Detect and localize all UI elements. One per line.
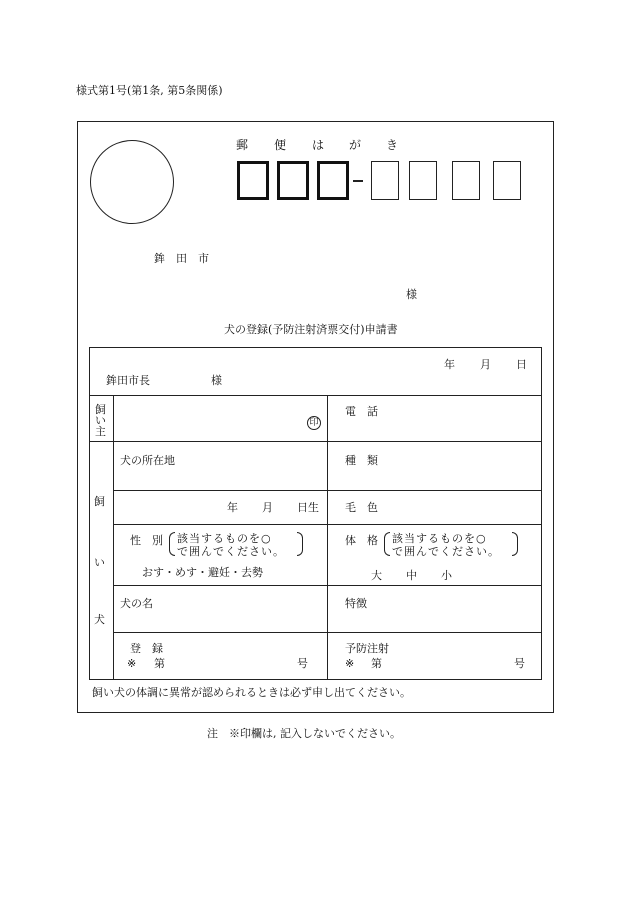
owner-label-char: 飼 bbox=[95, 403, 106, 416]
addressee-honorific: 様 bbox=[406, 288, 417, 301]
recipient-honorific: 様 bbox=[211, 374, 222, 387]
owner-label-char: い bbox=[95, 414, 106, 427]
stamp-area-circle bbox=[90, 140, 174, 224]
postal-code-box-4[interactable] bbox=[371, 161, 399, 200]
size-label: 体 格 bbox=[345, 534, 378, 547]
form-title: 犬の登録(予防注射済票交付)申請書 bbox=[224, 323, 398, 336]
dog-label-char: 犬 bbox=[94, 613, 105, 626]
registration-number-prefix: 第 bbox=[154, 657, 165, 670]
table-divider bbox=[327, 395, 328, 680]
postal-code-box-7[interactable] bbox=[493, 161, 521, 200]
dog-label-char: い bbox=[94, 556, 105, 569]
sex-options: おす・めす・避妊・去勢 bbox=[142, 566, 263, 579]
sex-label: 性 別 bbox=[130, 534, 163, 547]
postal-code-dash bbox=[353, 180, 363, 182]
registration-office-mark: ※ bbox=[127, 657, 137, 670]
postal-code-box-6[interactable] bbox=[452, 161, 480, 200]
breed-label: 種 類 bbox=[345, 454, 378, 467]
registration-number-suffix: 号 bbox=[297, 657, 308, 670]
addressee-city: 鉾 田 市 bbox=[154, 252, 209, 265]
vaccination-number-prefix: 第 bbox=[371, 657, 382, 670]
date-month-label: 月 bbox=[480, 358, 491, 371]
vaccination-office-mark: ※ bbox=[345, 657, 355, 670]
postcard-title-char: 便 bbox=[274, 138, 287, 152]
sex-bracket-line1: 該当するものを○ bbox=[177, 532, 272, 545]
postal-code-box-3[interactable] bbox=[317, 161, 349, 200]
seal-mark: 印 bbox=[307, 416, 321, 430]
dog-name-label: 犬の名 bbox=[120, 597, 153, 610]
date-year-label: 年 bbox=[444, 358, 455, 371]
sex-bracket-right bbox=[297, 532, 303, 556]
features-label: 特徴 bbox=[345, 597, 367, 610]
postcard-title-char: は bbox=[312, 138, 325, 152]
size-option-large: 大 bbox=[371, 569, 382, 582]
table-divider bbox=[113, 395, 114, 680]
dog-location-label: 犬の所在地 bbox=[120, 454, 175, 467]
size-bracket-line1: 該当するものを○ bbox=[392, 532, 487, 545]
size-option-small: 小 bbox=[441, 569, 452, 582]
size-option-medium: 中 bbox=[406, 569, 417, 582]
phone-label: 電 話 bbox=[345, 405, 378, 418]
postal-code-box-5[interactable] bbox=[409, 161, 437, 200]
table-divider bbox=[89, 441, 542, 442]
dog-label-char: 飼 bbox=[94, 495, 105, 508]
sex-bracket-left bbox=[169, 532, 175, 556]
postal-code-box-1[interactable] bbox=[237, 161, 269, 200]
size-bracket-line2: で囲んでください。 bbox=[392, 545, 500, 558]
table-divider bbox=[89, 395, 542, 396]
postcard-title-char: 郵 bbox=[236, 138, 249, 152]
owner-label-char: 主 bbox=[95, 425, 106, 438]
registration-label: 登 録 bbox=[130, 642, 163, 655]
form-number-label: 様式第1号(第1条, 第5条関係) bbox=[76, 84, 223, 97]
birth-day-label: 日生 bbox=[297, 501, 319, 514]
birth-year-label: 年 bbox=[227, 501, 238, 514]
postal-code-box-2[interactable] bbox=[277, 161, 309, 200]
sex-bracket-line2: で囲んでください。 bbox=[177, 545, 285, 558]
size-bracket-left bbox=[384, 532, 390, 556]
size-bracket-right bbox=[512, 532, 518, 556]
date-day-label: 日 bbox=[516, 358, 527, 371]
health-note: 飼い犬の体調に異常が認められるときは必ず申し出てください。 bbox=[92, 686, 411, 699]
vaccination-label: 予防注射 bbox=[345, 642, 389, 655]
postcard-title-char: が bbox=[349, 138, 362, 152]
birth-month-label: 月 bbox=[262, 501, 273, 514]
office-use-note: 注 ※印欄は, 記入しないでください。 bbox=[207, 727, 401, 740]
postcard-title-char: き bbox=[386, 138, 399, 152]
vaccination-number-suffix: 号 bbox=[514, 657, 525, 670]
recipient-title: 鉾田市長 bbox=[106, 374, 150, 387]
coat-color-label: 毛 色 bbox=[345, 501, 378, 514]
